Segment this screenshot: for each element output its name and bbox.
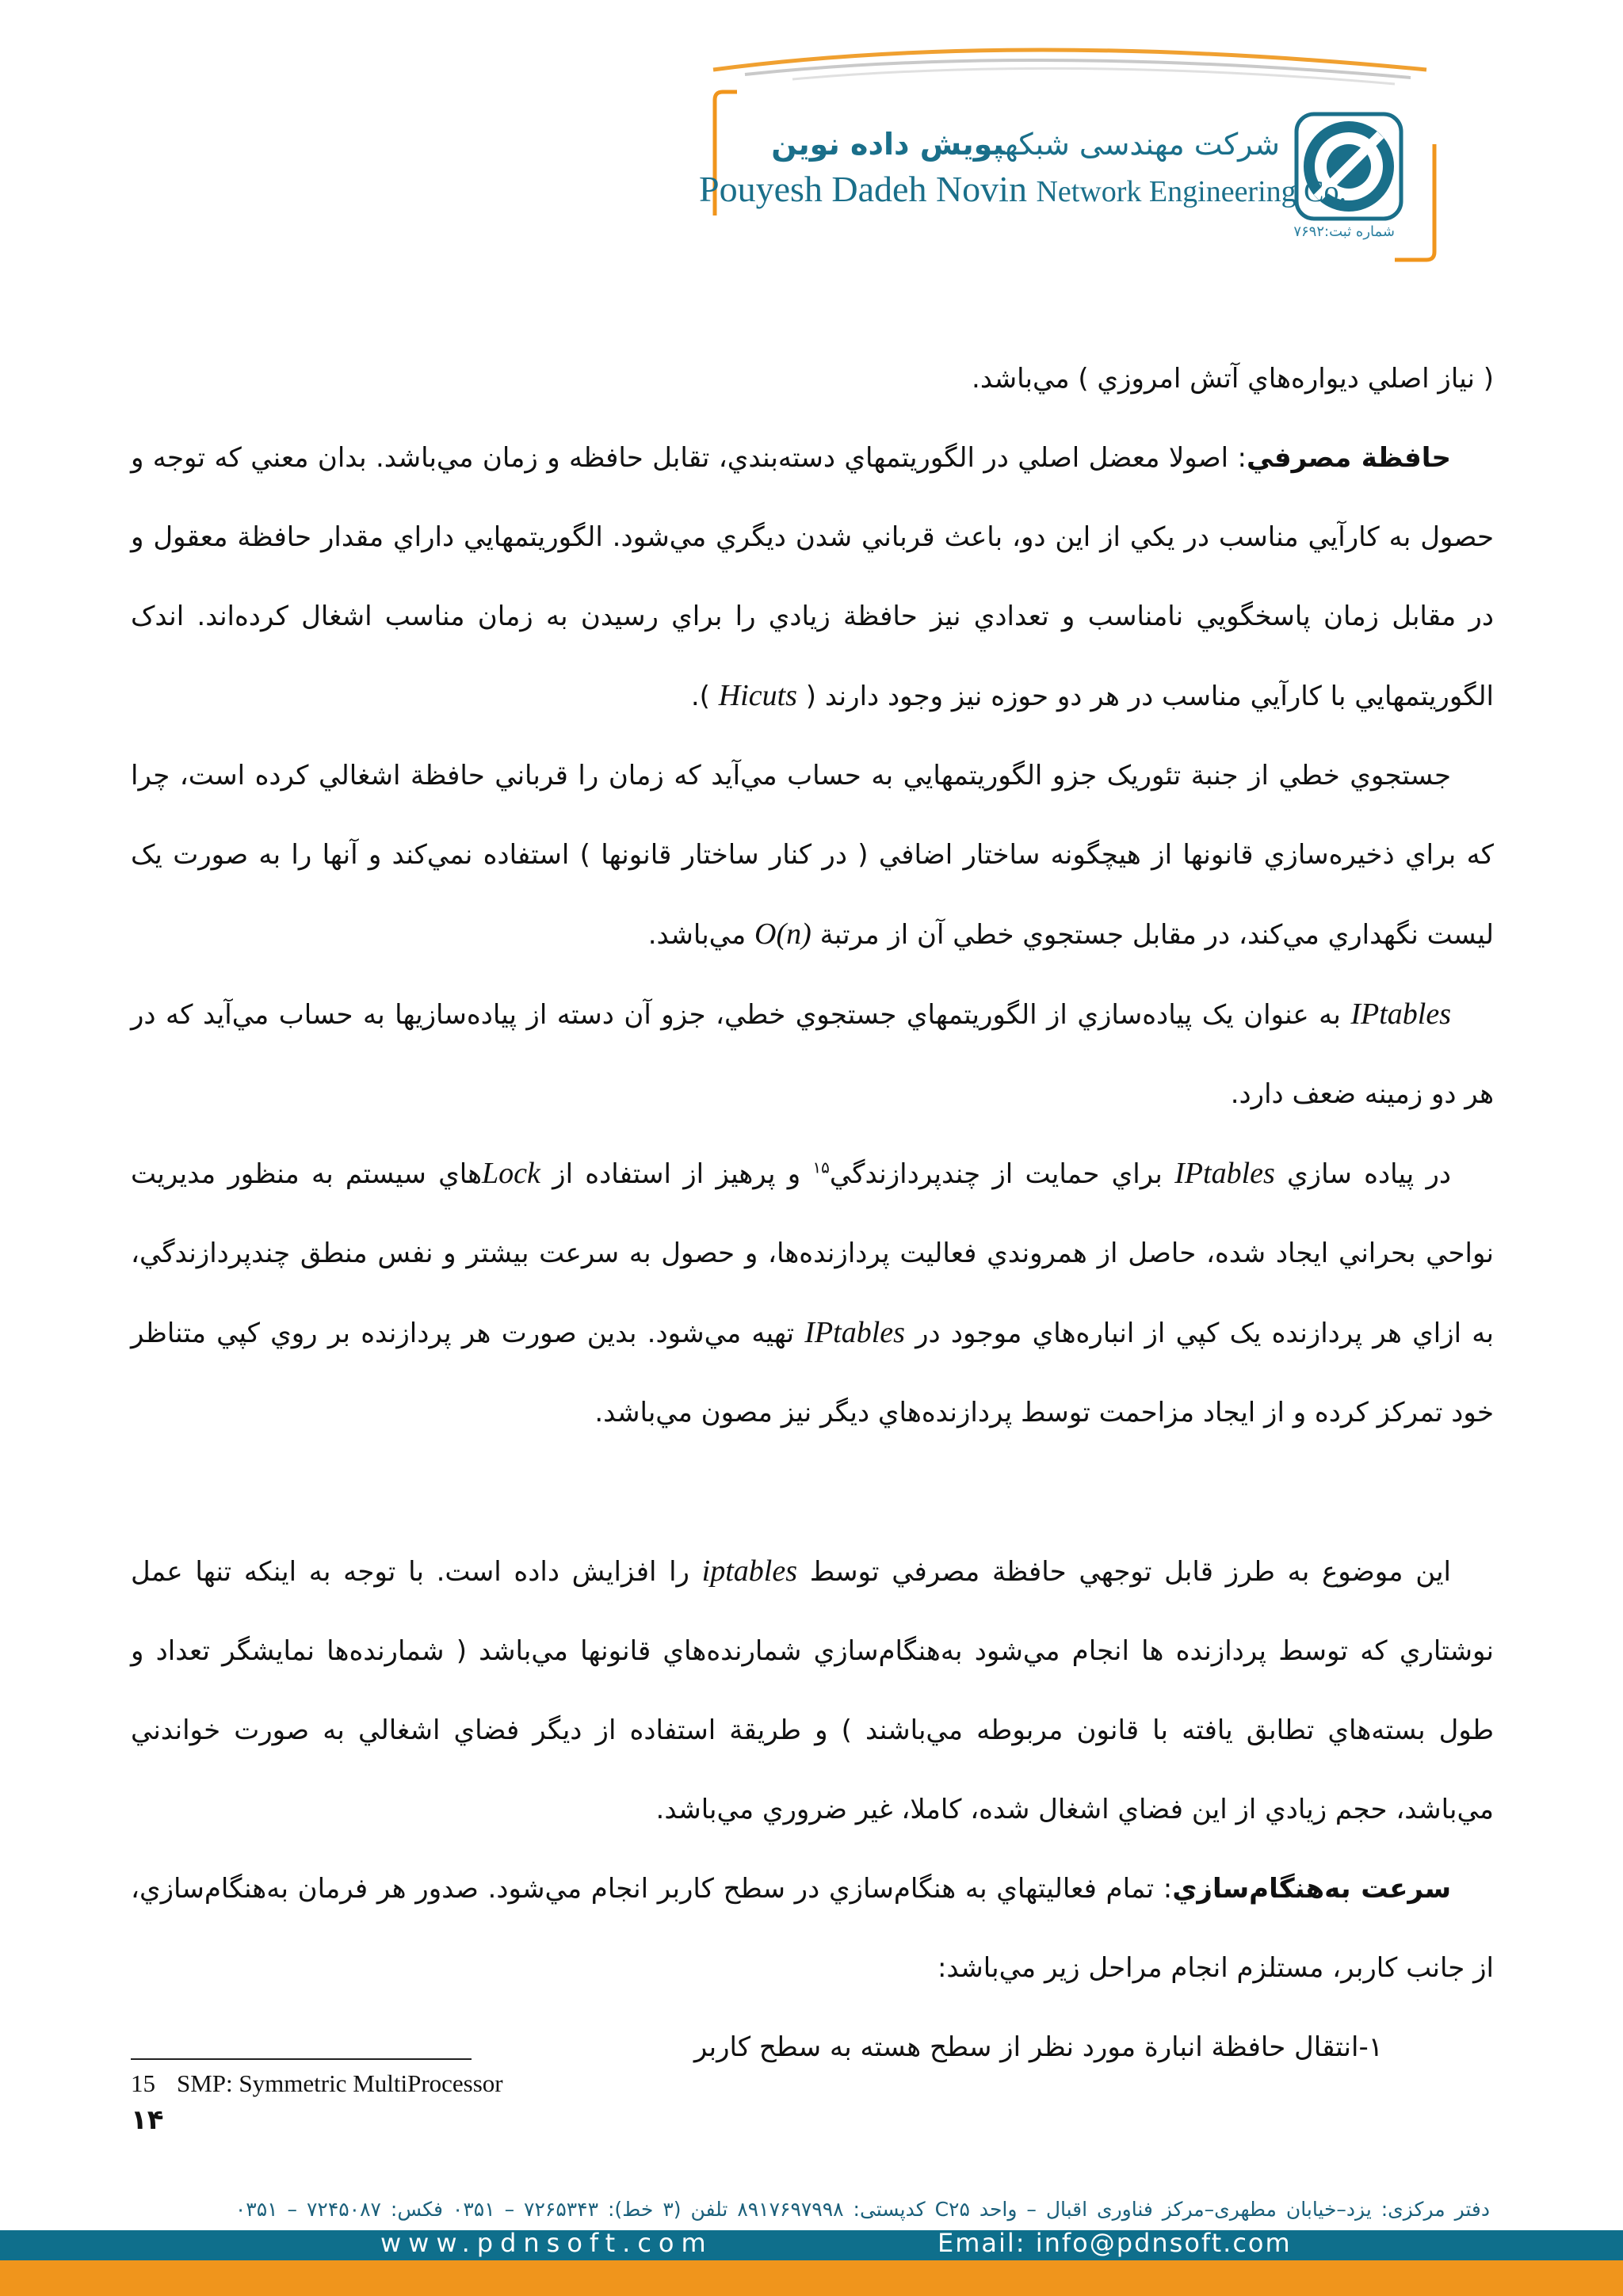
- footnote-ref[interactable]: ۱۵: [812, 1158, 830, 1177]
- page-number: ۱۴: [131, 2104, 164, 2136]
- footnote-rule: [131, 2058, 472, 2060]
- document-body: [131, 339, 1494, 2087]
- footer-bar: [0, 2230, 1623, 2260]
- term-memory-usage: حافظة مصرفي: [1246, 442, 1452, 474]
- company-name-fa: شرکت مهندسی شبکهپویش داده نوین: [771, 127, 1280, 162]
- paragraph-1: ( نياز اصلي ديواره‌هاي آتش امروزي ) مي‌باشد.: [972, 363, 1494, 395]
- company-name-en: Pouyesh Dadeh Novin Network Engineering Co.: [699, 169, 1346, 209]
- footnote-text: SMP: Symmetric MultiProcessor: [177, 2069, 503, 2097]
- paragraph-2: حافظة مصرفي: اصولا معضل اصلي در الگوريتمهاي دسته‌بندي، تقابل حافظه و زمان مي‌باشد. بدان معني كه توجه و حصول به كارآيي مناسب در يكي از اين دو، باعث قرباني شدن ديگري مي‌شود. الگوريتمهايي داراي مقدار حافظة معقول و در مقابل زمان پاسخگويي نامناسب و تعدادي نيز حافظة زيادي را براي رسيدن به زمان مناسب اشغال كرده‌اند. اندک الگوريتمهايي با كارآيي مناسب در هر دو حوزه نيز وجود دارند ( Hicuts ).: [131, 442, 1494, 712]
- footnote: [131, 2069, 844, 2098]
- term-update-speed: سرعت به‌هنگام‌سازي: [1172, 1873, 1452, 1905]
- paragraph-gap: [131, 1452, 1494, 1531]
- paragraph-5: در پياده سازي IPtables براي حمايت از چندپردازندگي$^{۱۵}$ و پرهيز از استفاده از Lockهاي سيستم به منظور مديريت نواحي بحراني ايجاد شده، حاصل از همروندي فعاليت پردازنده‌ها، و حصول به سرعت بيشتر و نفس منطق چندپردازندگي، به ازاي هر پردازنده يک كپي از انباره‌هاي موجود در IPtables تهيه مي‌شود. بدين صورت هر پردازنده بر روي كپي متناظر خود تمركز كرده و از ايجاد مزاحمت توسط پردازنده‌هاي ديگر نيز مصون مي‌باشد.: [131, 1157, 1494, 1428]
- paragraph-4: IPtables به عنوان يک پياده‌سازي از الگوريتمهاي جستجوي خطي، جزو آن دسته از پياده‌سازيها به حساب مي‌آيد كه در هر دو زمينه ضعف دارد.: [131, 997, 1494, 1110]
- paragraph-3: جستجوي خطي از جنبة تئوريک جزو الگوريتمهايي به حساب مي‌آيد كه زمان را قرباني حافظة اشغالي كرده است، چرا كه براي ذخيره‌سازي قانونها از هيچگونه ساختار اضافي ( در كنار ساختار قانونها ) استفاده نمي‌كند و آنها را به صورت يک ليست نگهداري مي‌كند، در مقابل جستجوي خطي آن از مرتبة O(n) مي‌باشد.: [131, 760, 1494, 951]
- footer-website-link[interactable]: www.pdnsoft.com: [380, 2228, 713, 2258]
- footer-band: [0, 2260, 1623, 2296]
- footer-address: دفتر مرکزی: یزد–خیابان مطهری–مرکز فناوری اقبال – واحد C۲۵ کدپستی: ۸۹۱۷۶۹۷۹۹۸ تلفن (۳ خط): ۷۲۶۵۳۴۳ – ۰۳۵۱ فکس: ۷۲۴۵۰۸۷ – ۰۳۵۱: [235, 2198, 1490, 2221]
- list-item: ۱-انتقال حافظة انبارة مورد نظر از سطح هسته به سطح كاربر: [693, 2031, 1383, 2063]
- footnote-number: 15: [131, 2069, 155, 2097]
- footer-email-link[interactable]: Email: info@pdnsoft.com: [938, 2228, 1292, 2258]
- paragraph-6: اين موضوع به طرز قابل توجهي حافظة مصرفي توسط iptables را افزايش داده است. با توجه به اينكه تنها عمل نوشتاري كه توسط پردازنده ها انجام مي‌شود به‌هنگام‌سازي شمارنده‌هاي قانونها مي‌باشد ( شمارنده‌ها نمايشگر تعداد و طول بسته‌هاي تطابق يافته با قانون مربوطه مي‌باشند ) و طريقة استفاده از ديگر فضاي اشغالي به صورت خواندني مي‌باشد، حجم زيادي از اين فضاي اشغال شده، كاملا، غير ضروري مي‌باشد.: [131, 1554, 1494, 1825]
- header-swoosh: [697, 38, 1442, 93]
- paragraph-7: سرعت به‌هنگام‌سازي: تمام فعاليتهاي به هنگام‌سازي در سطح كاربر انجام مي‌شود. صدور هر فرمان به‌هنگام‌سازي، از جانب كاربر، مستلزم انجام مراحل زير مي‌باشد:: [131, 1873, 1494, 1984]
- registration-number: شماره ثبت:۷۶۹۲: [1293, 223, 1395, 240]
